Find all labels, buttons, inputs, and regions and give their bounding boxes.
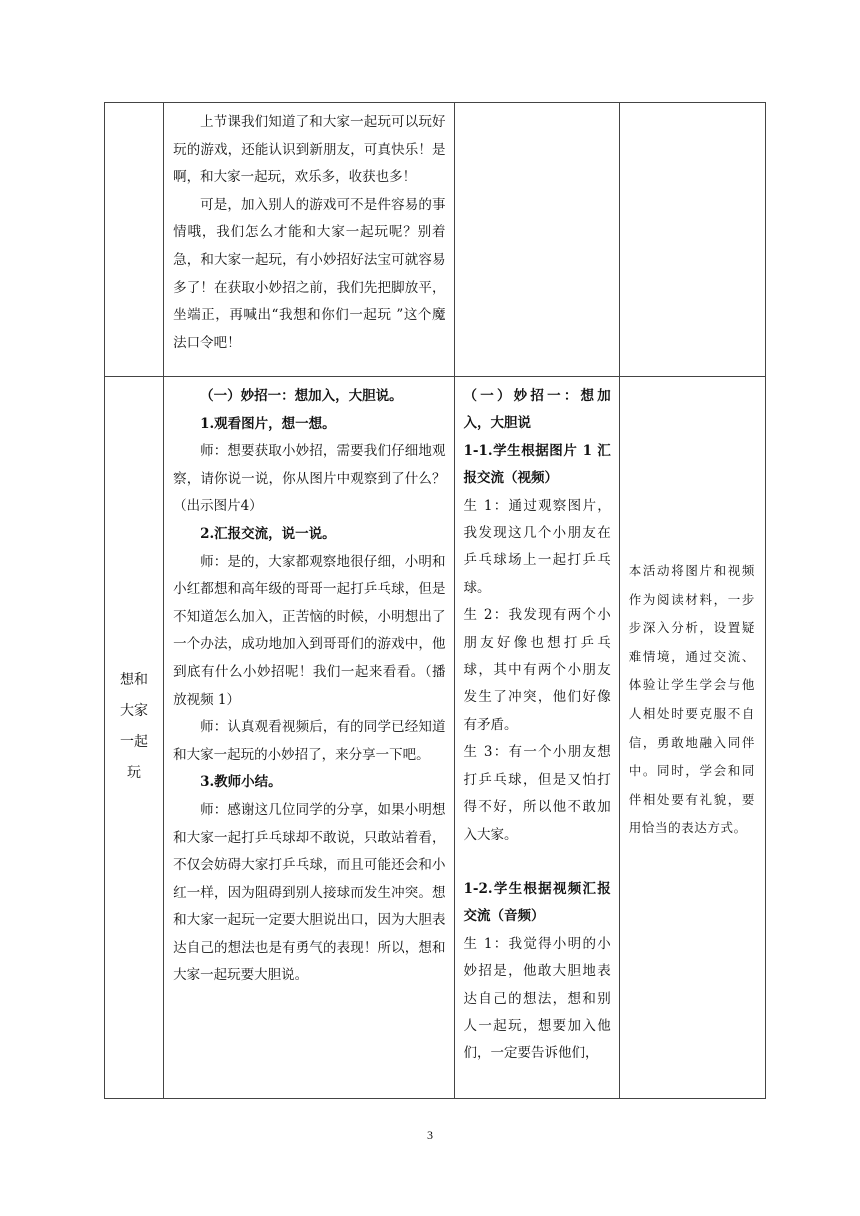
student-response: 生 1：通过观察图片，我发现这几个小朋友在乒乓球场上一起打乒乓球。 <box>463 497 611 596</box>
teacher-paragraph: 师：认真观看视频后，有的同学已经知道和大家一起玩的小妙招了，来分享一下吧。 <box>173 719 446 763</box>
student-activity-cell <box>454 377 619 1099</box>
section-heading: （一）妙招一：想加入，大胆说 <box>463 388 611 432</box>
teacher-activity-cell <box>164 377 454 1099</box>
table-row <box>105 377 766 1099</box>
stage-title <box>105 377 163 789</box>
student-response: 生 1：我觉得小明的小妙招是，他敢大胆地表达自己的想法，想和别人一起玩，想要加入他们，一定要告诉他们， <box>463 935 611 1062</box>
design-intent-text: 本活动将图片和视频作为阅读材料，一步步深入分析，设置疑难情境，通过交流、体验让学生学会与他人相处时要克服不自信，勇敢地融入同伴中。同时，学会和同伴相处要有礼貌，要用恰当的表达方式。 <box>628 563 755 836</box>
stage-cell-empty <box>105 103 164 377</box>
step-heading: 3.教师小结。 <box>200 774 282 791</box>
teacher-paragraph: 可是，加入别人的游戏可不是件容易的事情哦，我们怎么才能和大家一起玩呢？别着急，和大家一起玩，有小妙招好法宝可就容易多了！在获取小妙招之前，我们先把脚放平，坐端正，再喊出“我想和你们一起玩 ”这个魔法口令吧！ <box>173 196 446 351</box>
teacher-paragraph: 师：是的，大家都观察地很仔细，小明和小红都想和高年级的哥哥一起打乒乓球，但是不知道怎么加入，正苦恼的时候，小明想出了一个办法，成功地加入到哥哥们的游戏中，他到底有什么小妙招呢！我们一起来看看。（播放视频 1） <box>173 553 446 708</box>
design-intent-cell-empty <box>619 103 765 377</box>
teacher-paragraph: 师：想要获取小妙招，需要我们仔细地观察，请你说一说，你从图片中观察到了什么？（出示图片4） <box>173 443 446 515</box>
teacher-paragraph: 师：感谢这几位同学的分享，如果小明想和大家一起打乒乓球却不敢说，只敢站着看，不仅会妨碍大家打乒乓球，而且可能还会和小红一样，因为阻碍到别人接球而发生冲突。想和大家一起玩一定要大胆说出口，因为大胆表达自己的想法也是有勇气的表现！所以，想和大家一起玩要大胆说。 <box>173 801 446 984</box>
student-response: 生 3：有一个小朋友想打乒乓球，但是又怕打得不好，所以他不敢加入大家。 <box>463 744 611 843</box>
spacer <box>464 849 611 876</box>
stage-title-line: 玩 <box>127 765 142 781</box>
teacher-activity-cell <box>164 103 454 377</box>
step-heading: 1-2.学生根据视频汇报交流（音频） <box>463 880 611 925</box>
page-number: 3 <box>427 1128 433 1142</box>
student-activity-cell-empty <box>454 103 619 377</box>
design-intent-cell <box>619 377 765 1099</box>
step-heading: 1.观看图片，想一想。 <box>200 415 336 432</box>
step-heading: 1-1.学生根据图片 1 汇报交流（视频） <box>463 442 611 487</box>
step-heading: 2.汇报交流，说一说。 <box>200 525 336 542</box>
table-row <box>105 103 766 377</box>
stage-title-line: 想和 <box>120 672 149 688</box>
stage-title-line: 一起 <box>120 734 149 750</box>
student-response: 生 2：我发现有两个小朋友好像也想打乒乓球，其中有两个小朋友发生了冲突，他们好像有矛盾。 <box>463 607 611 733</box>
stage-title-line: 大家 <box>120 703 149 719</box>
lesson-plan-table <box>104 102 766 1099</box>
section-heading: （一）妙招一：想加入，大胆说。 <box>200 388 403 404</box>
stage-cell <box>105 377 164 1099</box>
teacher-paragraph: 上节课我们知道了和大家一起玩可以玩好玩的游戏，还能认识到新朋友，可真快乐！是啊，和大家一起玩，欢乐多，收获也多！ <box>173 114 446 186</box>
